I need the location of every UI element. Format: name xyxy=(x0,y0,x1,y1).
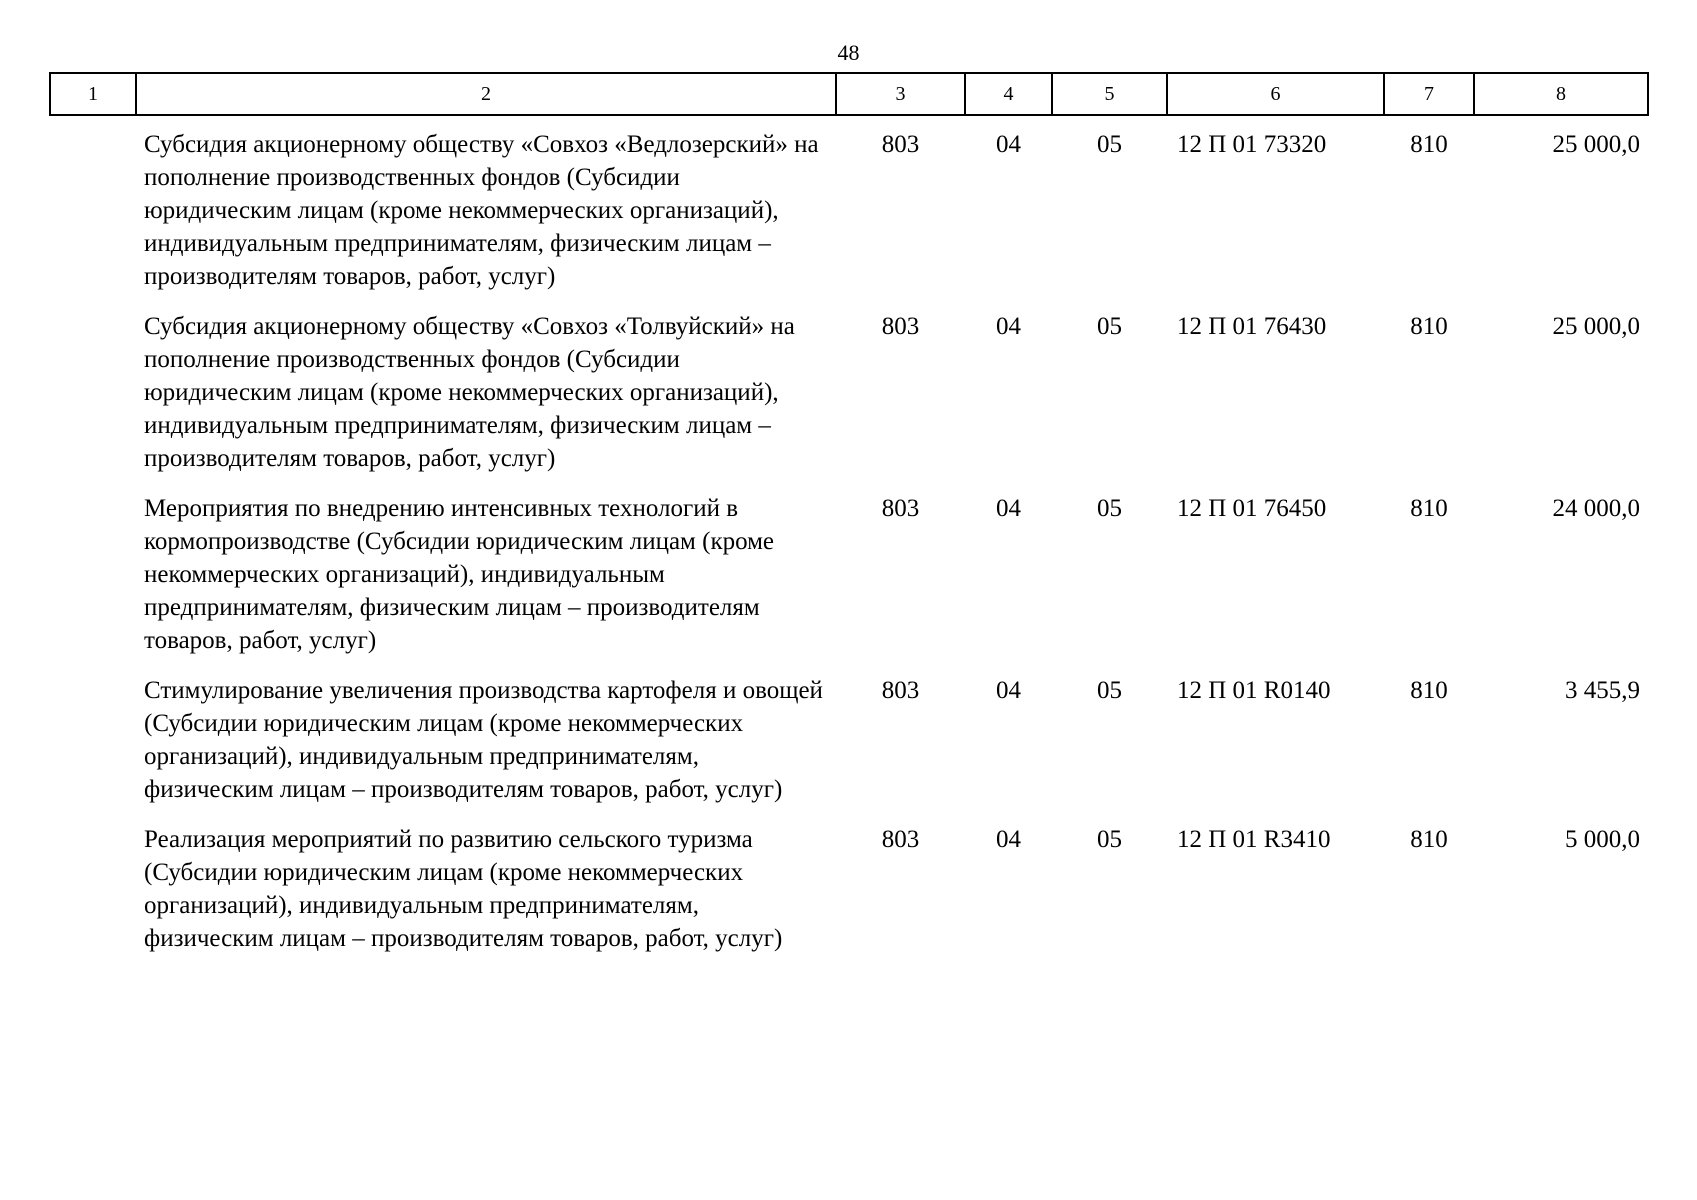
row-ministry-code: 803 xyxy=(881,131,920,158)
row-expense-type: 810 xyxy=(1410,826,1448,853)
row-section-code: 04 xyxy=(996,131,1021,158)
row-amount: 25 000,0 xyxy=(1552,313,1640,340)
page-number: 48 xyxy=(837,40,860,65)
row-subsection-code: 05 xyxy=(1097,677,1122,704)
row-subsection-code: 05 xyxy=(1097,826,1122,853)
row-subsection-code: 05 xyxy=(1097,313,1122,340)
row-section-code: 04 xyxy=(996,677,1021,704)
row-ministry-code: 803 xyxy=(881,677,920,704)
table-row xyxy=(50,674,1648,823)
row-index-cell xyxy=(50,310,136,492)
row-description: Субсидия акционерному обществу «Совхоз «Ведлозерский» на пополнение производственных фондов (Субсидии юридическим лицам (кроме некоммерческих организаций), индивидуальным предпринимателям, физическим лицам – производителям товаров, работ, услуг) xyxy=(144,131,819,290)
header-row xyxy=(50,73,1648,115)
header-col-2: 2 xyxy=(136,73,836,115)
row-target-article: 12 П 01 73320 xyxy=(1177,131,1327,158)
table-row xyxy=(50,823,1648,972)
row-ministry-code: 803 xyxy=(881,313,920,340)
row-index-cell xyxy=(50,492,136,674)
header-col-1: 1 xyxy=(50,73,136,115)
row-amount: 25 000,0 xyxy=(1552,131,1640,158)
header-col-7: 7 xyxy=(1384,73,1474,115)
header-col-3: 3 xyxy=(836,73,965,115)
header-col-6: 6 xyxy=(1167,73,1384,115)
row-target-article: 12 П 01 R3410 xyxy=(1177,826,1331,853)
row-description: Стимулирование увеличения производства картофеля и овощей (Субсидии юридическим лицам (кроме некоммерческих организаций), индивидуальным предпринимателям, физическим лицам – производителям товаров, работ, услуг) xyxy=(144,677,823,803)
row-amount: 24 000,0 xyxy=(1552,495,1640,522)
row-ministry-code: 803 xyxy=(881,826,920,853)
row-expense-type: 810 xyxy=(1410,313,1448,340)
row-expense-type: 810 xyxy=(1410,495,1448,522)
table-row xyxy=(50,492,1648,674)
row-index-cell xyxy=(50,674,136,823)
row-section-code: 04 xyxy=(996,495,1021,522)
row-expense-type: 810 xyxy=(1410,677,1448,704)
row-description: Реализация мероприятий по развитию сельского туризма (Субсидии юридическим лицам (кроме некоммерческих организаций), индивидуальным предпринимателям, физическим лицам – производителям товаров, работ, услуг) xyxy=(144,826,783,952)
row-subsection-code: 05 xyxy=(1097,495,1122,522)
table-row xyxy=(50,310,1648,492)
row-description: Мероприятия по внедрению интенсивных технологий в кормопроизводстве (Субсидии юридическим лицам (кроме некоммерческих организаций), индивидуальным предпринимателям, физическим лицам – производителям товаров, работ, услуг) xyxy=(144,495,775,654)
row-subsection-code: 05 xyxy=(1097,131,1122,158)
header-col-5: 5 xyxy=(1052,73,1167,115)
row-index-cell xyxy=(50,128,136,310)
table-body xyxy=(50,115,1648,972)
budget-table xyxy=(49,72,1649,972)
row-amount: 5 000,0 xyxy=(1565,826,1640,853)
table-header xyxy=(50,73,1648,115)
row-target-article: 12 П 01 76450 xyxy=(1177,495,1327,522)
row-description: Субсидия акционерному обществу «Совхоз «Толвуйский» на пополнение производственных фондов (Субсидии юридическим лицам (кроме некоммерческих организаций), индивидуальным предпринимателям, физическим лицам – производителям товаров, работ, услуг) xyxy=(144,313,795,472)
row-section-code: 04 xyxy=(996,313,1021,340)
table-row xyxy=(50,128,1648,310)
row-target-article: 12 П 01 R0140 xyxy=(1177,677,1331,704)
header-col-8: 8 xyxy=(1474,73,1648,115)
row-section-code: 04 xyxy=(996,826,1021,853)
header-col-4: 4 xyxy=(965,73,1052,115)
row-target-article: 12 П 01 76430 xyxy=(1177,313,1327,340)
row-amount: 3 455,9 xyxy=(1565,677,1640,704)
row-expense-type: 810 xyxy=(1410,131,1448,158)
row-ministry-code: 803 xyxy=(881,495,920,522)
row-index-cell xyxy=(50,823,136,972)
